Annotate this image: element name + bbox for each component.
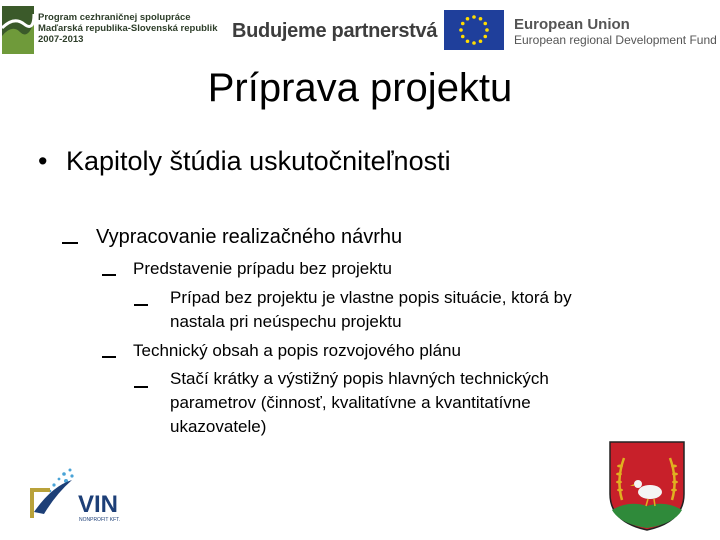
coat-of-arms-icon xyxy=(608,440,686,532)
program-line-1: Program cezhraničnej spolupráce xyxy=(38,12,191,23)
level2-text: Vypracovanie realizačného návrhu xyxy=(96,226,403,248)
dash-icon xyxy=(134,304,148,306)
slide-title: Príprava projektu xyxy=(207,66,513,110)
item-b-detail-line3: ukazovatele) xyxy=(170,417,267,436)
eu-star-icon xyxy=(479,17,483,21)
eu-subtitle: European regional Development Fund xyxy=(514,33,717,47)
eu-star-icon xyxy=(461,35,465,39)
eu-star-icon xyxy=(472,15,476,19)
program-text xyxy=(38,12,217,45)
item-a-detail-line2: nastala pri neúspechu projektu xyxy=(170,312,402,331)
eu-star-icon xyxy=(485,28,489,32)
eu-star-icon xyxy=(461,22,465,26)
eu-star-icon xyxy=(459,28,463,32)
eu-star-icon xyxy=(483,35,487,39)
eu-star-icon xyxy=(466,39,470,43)
dash-icon xyxy=(134,386,148,388)
eu-star-icon xyxy=(472,41,476,45)
item-b-detail-line1: Stačí krátky a výstižný popis hlavných technických xyxy=(170,369,549,388)
item-a-text: Predstavenie prípadu bez projektu xyxy=(133,259,392,278)
eu-star-icon xyxy=(479,39,483,43)
item-b-detail-line2: parametrov (činnosť, kvalitatívne a kvantitatívne xyxy=(170,393,531,412)
eu-star-icon xyxy=(483,22,487,26)
program-line-3: 2007-2013 xyxy=(38,34,84,45)
dash-icon xyxy=(102,356,116,358)
vin-logo xyxy=(26,466,146,526)
partnership-slogan: Budujeme partnerstvá xyxy=(232,20,438,42)
header-logos xyxy=(0,0,720,62)
level1-text: Kapitoly štúdia uskutočniteľnosti xyxy=(66,146,451,176)
eu-flag-icon xyxy=(444,10,504,50)
program-logo xyxy=(2,6,34,54)
item-b-text: Technický obsah a popis rozvojového plánu xyxy=(133,341,461,360)
vin-subtext: NONPROFIT KFT. xyxy=(79,517,121,523)
vin-wordmark: VIN xyxy=(78,491,119,518)
eu-text-block xyxy=(514,16,717,47)
dash-icon xyxy=(102,274,116,276)
dash-icon xyxy=(62,242,78,244)
eu-star-icon xyxy=(466,17,470,21)
item-a-detail-line1: Prípad bez projektu je vlastne popis situácie, ktorá by xyxy=(170,288,572,307)
bullet-icon: • xyxy=(38,146,48,176)
eu-title: European Union xyxy=(514,16,630,33)
program-line-2: Maďarská republika-Slovenská republik xyxy=(38,23,218,34)
